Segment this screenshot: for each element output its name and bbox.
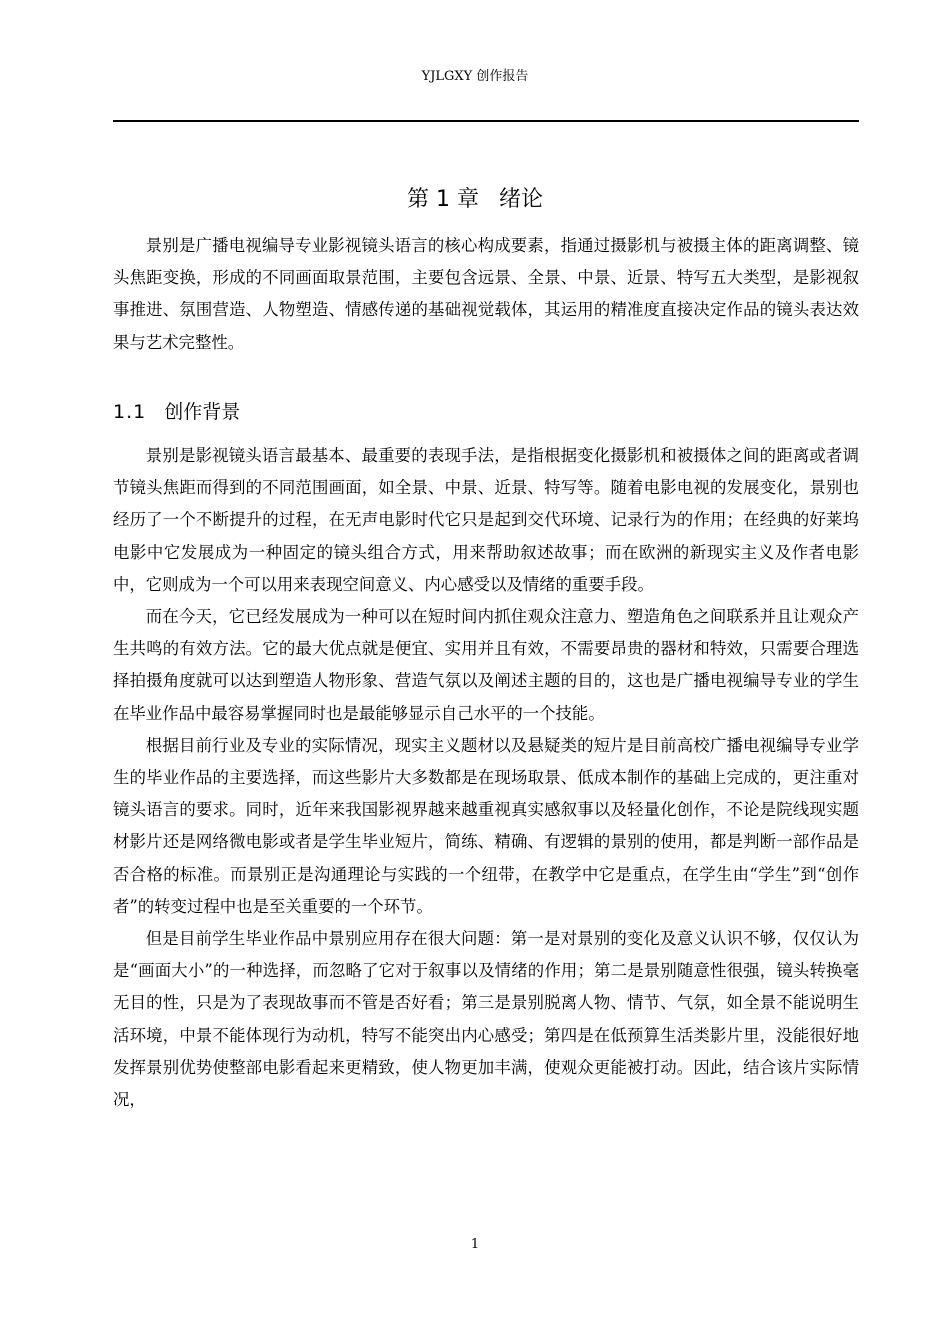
chapter-number: 第 1 章	[407, 186, 479, 212]
section-body	[113, 440, 859, 1116]
page-number: 1	[470, 1237, 480, 1252]
section-heading	[113, 396, 240, 428]
body-paragraph: 而在今天，它已经发展成为一种可以在短时间内抓住观众注意力、塑造角色之间联系并且让观众产生共鸣的有效方法。它的最大优点就是便宜、实用并且有效，不需要昂贵的器材和特效，只需要合理选择拍摄角度就可以达到塑造人物形象、营造气氛以及阐述主题的目的，这也是广播电视编导专业的学生在毕业作品中最容易掌握同时也是最能够显示自己水平的一个技能。	[113, 607, 859, 723]
body-paragraph: 但是目前学生毕业作品中景别应用存在很大问题：第一是对景别的变化及意义认识不够，仅仅认为是“画面大小”的一种选择，而忽略了它对于叙事以及情绪的作用；第二是景别随意性很强，镜头转换毫无目的性，只是为了表现故事而不管是否好看；第三是景别脱离人物、情节、气氛，如全景不能说明生活环境，中景不能体现行为动机，特写不能突出内心感受；第四是在低预算生活类影片里，没能很好地发挥景别优势使整部电影看起来更精致，使人物更加丰满，使观众更能被打动。因此，结合该片实际情况，	[113, 929, 859, 1110]
chapter-title	[0, 183, 950, 217]
running-header: YJLGXY 创作报告	[421, 69, 529, 84]
section-number: 1.1	[113, 401, 147, 423]
intro-paragraph: 景别是广播电视编导专业影视镜头语言的核心构成要素，指通过摄影机与被摄主体的距离调整、镜头焦距变换，形成的不同画面取景范围，主要包含远景、全景、中景、近景、特写五大类型，是影视叙事推进、氛围营造、人物塑造、情感传递的基础视觉载体，其运用的精准度直接决定作品的镜头表达效果与艺术完整性。	[113, 236, 859, 352]
body-paragraph: 根据目前行业及专业的实际情况，现实主义题材以及悬疑类的短片是目前高校广播电视编导专业学生的毕业作品的主要选择，而这些影片大多数都是在现场取景、低成本制作的基础上完成的，更注重对镜头语言的要求。同时，近年来我国影视界越来越重视真实感叙事以及轻量化创作，不论是院线现实题材影片还是网络微电影或者是学生毕业短片，简练、精确、有逻辑的景别的使用，都是判断一部作品是否合格的标准。而景别正是沟通理论与实践的一个纽带，在教学中它是重点，在学生由“学生”到“创作者”的转变过程中也是至关重要的一个环节。	[113, 735, 859, 916]
body-paragraph: 景别是影视镜头语言最基本、最重要的表现手法，是指根据变化摄影机和被摄体之间的距离或者调节镜头焦距而得到的不同范围画面，如全景、中景、近景、特写等。随着电影电视的发展变化，景别也经历了一个不断提升的过程，在无声电影时代它只是起到交代环境、记录行为的作用；在经典的好莱坞电影中它发展成为一种固定的镜头组合方式，用来帮助叙述故事；而在欧洲的新现实主义及作者电影中，它则成为一个可以用来表现空间意义、内心感受以及情绪的重要手段。	[113, 446, 859, 594]
section-title: 创作背景	[164, 401, 241, 423]
header-rule	[113, 120, 859, 122]
chapter-name: 绪论	[498, 186, 543, 212]
intro-text	[113, 230, 859, 359]
